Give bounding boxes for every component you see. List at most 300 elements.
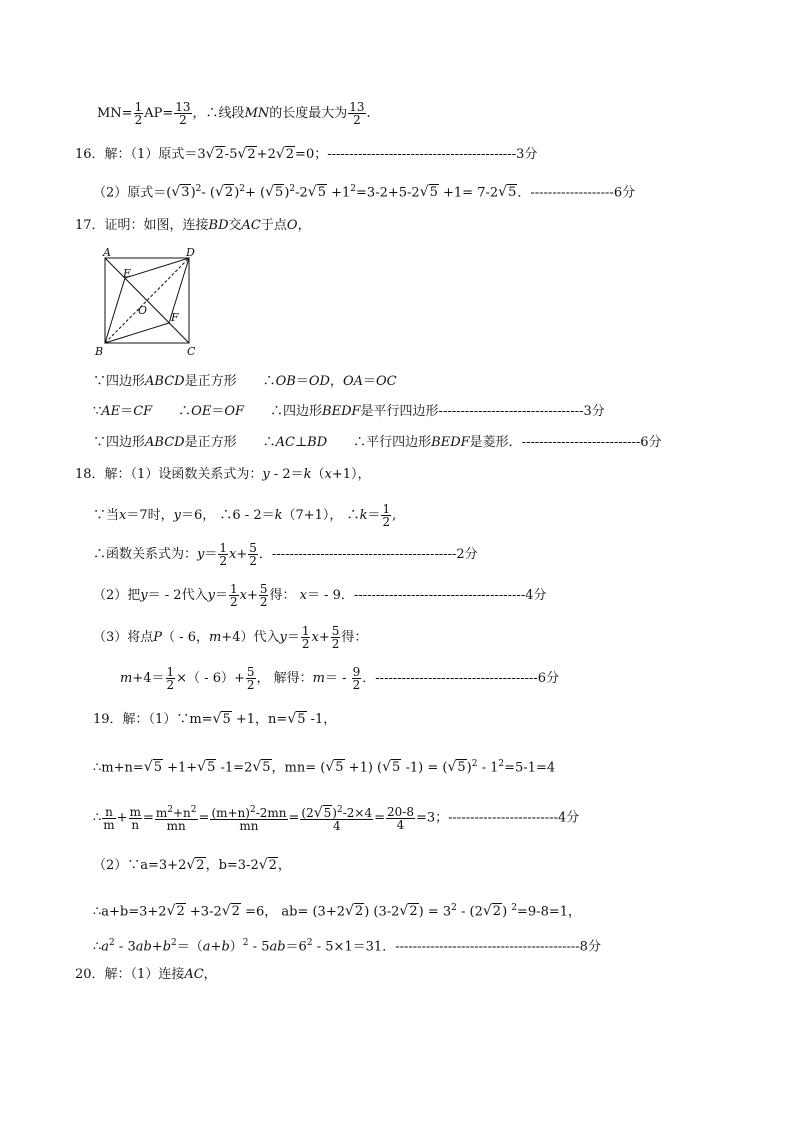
- line-q18-part1: [75, 466, 371, 484]
- text: +1: [327, 185, 351, 201]
- numerator: 13: [175, 100, 191, 114]
- text: y: [173, 508, 181, 523]
- text: +n: [173, 806, 191, 820]
- text: 是正方形 ∴: [184, 374, 276, 389]
- text: BEDF: [322, 404, 361, 419]
- denominator: 2: [331, 637, 340, 651]
- text: ＝: [211, 404, 225, 419]
- fraction: [381, 503, 391, 528]
- radicand: 5: [508, 185, 517, 201]
- radicand: 2: [492, 904, 502, 920]
- text: 18．解：（1）设函数关系式为：: [75, 467, 263, 482]
- line-q19-part2-result: [93, 934, 601, 956]
- text: ∵当: [93, 508, 120, 523]
- text: ∴m+n=: [93, 760, 144, 776]
- text: y: [197, 547, 205, 562]
- sqrt: √2: [399, 903, 418, 920]
- text: x: [299, 588, 307, 603]
- square-diagram: [94, 246, 204, 360]
- text: ∴平行四边形: [327, 435, 432, 450]
- sqrt: √2: [345, 903, 364, 920]
- fraction: [300, 804, 373, 832]
- text: ，b=3-2: [205, 858, 259, 873]
- text: y: [279, 630, 287, 645]
- text: ): [502, 904, 512, 920]
- text: ＝: [362, 374, 376, 389]
- text: ∵四边形: [93, 435, 146, 450]
- text: MN=: [97, 106, 133, 121]
- text: +1，n=: [231, 712, 288, 727]
- text: 16．解：（1）原式＝3: [75, 147, 206, 162]
- radicand: 5: [153, 760, 162, 776]
- text: ): [332, 806, 337, 820]
- radicand: 2: [285, 147, 295, 162]
- exponent: 2: [167, 805, 173, 815]
- numerator: 1: [301, 624, 310, 638]
- text: a: [101, 939, 110, 955]
- sqrt: √2: [214, 184, 234, 201]
- fraction: [102, 806, 115, 831]
- text: x: [311, 630, 319, 645]
- radicand: 5: [297, 712, 306, 727]
- text: ab: [135, 939, 152, 955]
- numerator: 1: [382, 502, 391, 516]
- radicand: 5: [335, 760, 344, 776]
- text: - 1: [477, 760, 499, 776]
- denominator: mn: [166, 819, 186, 833]
- text: ⊥: [294, 435, 308, 450]
- text: 是平行四边形---------------------------------3分: [360, 404, 605, 419]
- text: =: [142, 810, 154, 826]
- exponent: 2: [471, 759, 478, 769]
- text: +: [246, 588, 258, 603]
- numerator: 1: [134, 100, 143, 114]
- text: + (: [245, 185, 266, 201]
- text: ＝: [295, 374, 309, 389]
- numerator: 1: [166, 665, 175, 679]
- text: x: [324, 467, 332, 482]
- text: ∵四边形: [93, 374, 146, 389]
- text: +1+: [162, 760, 198, 776]
- radicand: 3: [181, 185, 190, 201]
- exponent: 2: [249, 805, 256, 815]
- numerator: 20-8: [387, 804, 414, 819]
- fraction: [134, 101, 144, 126]
- exponent: 2: [306, 938, 313, 948]
- denominator: 2: [229, 595, 238, 609]
- fraction: [166, 666, 176, 691]
- text: 于点: [260, 218, 287, 233]
- text: - 5×1＝31．------------------------------------------8分: [312, 939, 601, 955]
- text: ) (3-2: [364, 904, 400, 920]
- text: 得：: [269, 588, 300, 603]
- text: =0；-------------------------------------------3分: [295, 147, 538, 162]
- text: 19．解：（1）∵m=: [93, 712, 213, 727]
- numerator: [300, 804, 373, 820]
- text: BD: [307, 435, 328, 450]
- numerator: 5: [331, 624, 340, 638]
- line-q17-step3: [93, 434, 662, 452]
- radicand: 5: [275, 185, 284, 201]
- sqrt: √2: [186, 857, 205, 873]
- text: x: [119, 508, 127, 523]
- line-q19-given: [93, 710, 336, 729]
- line-q17-step2: [93, 403, 605, 421]
- text: =5-1=4: [504, 760, 556, 776]
- text: +: [318, 630, 330, 645]
- text: ＝: [286, 630, 300, 645]
- sqrt: √5: [197, 759, 216, 776]
- text: OF: [224, 404, 245, 419]
- sqrt: √5: [447, 759, 466, 776]
- denominator: 2: [249, 554, 257, 568]
- text: x: [229, 547, 237, 562]
- sqrt: √5: [212, 711, 231, 727]
- text: 交: [228, 218, 242, 233]
- radicand: 2: [215, 147, 224, 162]
- sqrt: √2: [205, 146, 224, 162]
- denominator: 2: [246, 678, 255, 692]
- text: ．------------------------------------------2分: [258, 547, 478, 562]
- line-q18-part3: [93, 625, 367, 650]
- text: （2）原式＝: [93, 185, 167, 201]
- text: - (2: [456, 904, 483, 920]
- fraction: [348, 101, 365, 126]
- text: b: [221, 939, 230, 955]
- text: -1=2: [216, 760, 253, 776]
- numerator: 5: [249, 541, 257, 555]
- sqrt: √2: [482, 903, 502, 920]
- numerator: 5: [259, 582, 268, 596]
- denominator: 2: [352, 678, 361, 692]
- text: ，: [297, 218, 311, 233]
- text: ×（ - 6）+: [176, 671, 245, 686]
- text: (2: [301, 806, 314, 820]
- text: AE: [101, 404, 121, 419]
- text: ABCD: [145, 435, 185, 450]
- exponent: 2: [195, 184, 202, 194]
- exponent: 2: [336, 805, 343, 815]
- exponent: 2: [350, 184, 357, 194]
- exponent: 2: [451, 903, 457, 913]
- text: x: [239, 588, 247, 603]
- text: (m+n): [211, 806, 250, 820]
- text: OB: [275, 374, 296, 389]
- radicand: 2: [247, 147, 256, 162]
- text: ＝ -: [324, 671, 351, 686]
- text: k: [274, 508, 283, 523]
- line-mn-conclusion: [97, 101, 371, 126]
- text: ab: [269, 939, 286, 955]
- text: O: [286, 218, 298, 233]
- numerator: 1: [229, 582, 238, 596]
- line-q18-part2: [93, 583, 546, 608]
- denominator: 4: [396, 817, 405, 832]
- text: =9-8=1，: [517, 904, 582, 920]
- text: ＝: [204, 547, 218, 562]
- denominator: 2: [219, 554, 228, 568]
- label-o: O: [138, 304, 148, 317]
- text: （ - 6，: [162, 630, 209, 645]
- text: 的长度最大为: [269, 106, 348, 121]
- text: ) = 3: [418, 904, 452, 920]
- line-q19-part2-given: [93, 856, 291, 875]
- text: m: [312, 671, 325, 686]
- exponent: 2: [190, 805, 197, 815]
- text: OC: [376, 374, 397, 389]
- sqrt: √5: [419, 184, 438, 201]
- text: BEDF: [431, 435, 470, 450]
- numerator: [155, 804, 198, 820]
- radicand: 5: [262, 760, 271, 776]
- fraction: [129, 806, 142, 831]
- fraction: [331, 625, 341, 650]
- numerator: 5: [246, 665, 255, 679]
- text: -2: [295, 185, 308, 201]
- text: ，∴线段: [192, 106, 245, 121]
- text: ∴: [93, 939, 102, 955]
- text: ＝（: [176, 939, 203, 955]
- text: .: [366, 106, 371, 121]
- exponent: 2: [289, 184, 296, 194]
- line-q17-step1: [93, 373, 397, 391]
- sqrt: √5: [307, 184, 326, 201]
- text: ＝ - 2代入: [147, 588, 208, 603]
- text: ＝: [214, 588, 228, 603]
- sqrt: √5: [325, 759, 344, 776]
- fraction: [210, 804, 287, 832]
- label-c: C: [187, 345, 196, 358]
- text: 是正方形 ∴: [184, 435, 276, 450]
- fraction: [246, 666, 256, 691]
- text: （: [311, 467, 325, 482]
- radicand: 2: [224, 185, 234, 201]
- line-q20-intro: [75, 966, 217, 984]
- text: ＝: [120, 404, 134, 419]
- text: ∴a+b=3+2: [93, 904, 167, 920]
- text: （7+1）， ∴: [282, 508, 360, 523]
- text: BD: [208, 218, 229, 233]
- denominator: mn: [239, 819, 259, 833]
- line-q19-fraction-sum: [93, 804, 579, 832]
- sqrt: √2: [258, 857, 277, 873]
- radicand: 2: [231, 904, 240, 920]
- radicand: 2: [196, 858, 205, 873]
- text: y: [140, 588, 148, 603]
- radicand: 5: [457, 760, 466, 776]
- radicand: 2: [354, 904, 364, 920]
- fraction: [229, 583, 239, 608]
- text: AP=: [144, 106, 174, 121]
- text: =: [374, 810, 386, 826]
- fraction: [218, 542, 228, 567]
- denominator: 2: [382, 515, 391, 529]
- numerator: 1: [219, 541, 228, 555]
- text: 20．解：（1）连接: [75, 967, 185, 982]
- text: CF: [133, 404, 153, 419]
- text: ，: [203, 967, 217, 982]
- numerator: 9: [352, 665, 361, 679]
- text: m: [208, 630, 222, 645]
- denominator: 2: [301, 637, 310, 651]
- text: P: [153, 630, 163, 645]
- line-q18-solve-m: [120, 666, 559, 691]
- sqrt: √5: [313, 805, 332, 821]
- text: ABCD: [145, 374, 185, 389]
- text: 得：: [341, 630, 368, 645]
- text: ， 解得：: [256, 671, 313, 686]
- text: -2mn: [255, 806, 287, 820]
- text: AC: [184, 967, 204, 982]
- fraction: [301, 625, 311, 650]
- text: +: [236, 547, 248, 562]
- text: =: [198, 810, 210, 826]
- denominator: 4: [332, 819, 341, 833]
- sqrt: √2: [166, 903, 185, 920]
- text: ∴: [93, 810, 102, 826]
- denominator: 2: [166, 678, 175, 692]
- text: ）: [229, 939, 243, 955]
- text: a: [202, 939, 211, 955]
- text: （2）∵a=3+2: [93, 858, 187, 873]
- text: y: [207, 588, 215, 603]
- denominator: 2: [179, 113, 187, 127]
- text: =3-2+5-2: [356, 185, 420, 201]
- radicand: 2: [176, 904, 185, 920]
- text: -1，: [306, 712, 337, 727]
- text: +3-2: [185, 904, 222, 920]
- line-q18-solve-k: [93, 503, 396, 528]
- fraction: [259, 583, 269, 608]
- text: +1），: [331, 467, 371, 482]
- denominator: 2: [134, 113, 143, 127]
- line-q19-part2-sum-product: [93, 899, 581, 921]
- label-d: D: [186, 246, 195, 259]
- denominator: m: [103, 817, 115, 832]
- text: ∵: [93, 404, 102, 419]
- denominator: 2: [259, 595, 268, 609]
- sqrt: √2: [275, 146, 295, 162]
- text: -5: [224, 147, 238, 162]
- text: +2: [256, 147, 276, 162]
- line-q16-part2: [93, 180, 635, 202]
- exponent: 2: [109, 938, 115, 948]
- text: =6， ab= (3+2: [240, 904, 345, 920]
- text: OE: [191, 404, 212, 419]
- exponent: 2: [239, 184, 245, 194]
- text: y: [262, 467, 270, 482]
- denominator: n: [131, 817, 140, 832]
- sqrt: √5: [252, 759, 271, 776]
- text: AC: [275, 435, 295, 450]
- label-f: F: [171, 311, 179, 324]
- exponent: 2: [511, 903, 518, 913]
- line-q19-sum-product: [93, 755, 555, 777]
- text: +: [210, 939, 222, 955]
- sqrt: √2: [237, 146, 256, 162]
- text: +4）代入: [221, 630, 280, 645]
- text: -2×4: [342, 806, 373, 820]
- line-q16-part1: [75, 145, 537, 164]
- text: ): [284, 185, 290, 201]
- text: +: [116, 810, 128, 826]
- text: ＝7时，: [126, 508, 174, 523]
- text: ∴函数关系式为：: [93, 547, 198, 562]
- text: +1) (: [344, 760, 383, 776]
- exponent: 2: [242, 938, 249, 948]
- text: （2）把: [93, 588, 141, 603]
- text: 17．证明：如图，连接: [75, 218, 209, 233]
- text: k: [303, 467, 312, 482]
- label-a: A: [103, 246, 111, 259]
- text: -1) = (: [401, 760, 448, 776]
- line-q17-intro: [75, 217, 311, 235]
- radicand: 2: [409, 904, 418, 920]
- text: ∴四边形: [244, 404, 323, 419]
- radicand: 2: [268, 858, 277, 873]
- label-e: E: [123, 267, 132, 280]
- text: ＝: [367, 508, 381, 523]
- denominator: 2: [353, 113, 361, 127]
- text: - 5: [248, 939, 270, 955]
- text: ＝ - 9．---------------------------------------4分: [306, 588, 547, 603]
- text: （3）将点: [93, 630, 154, 645]
- text: ,: [392, 508, 397, 523]
- exponent: 2: [171, 938, 177, 948]
- text: =: [288, 810, 300, 826]
- text: m: [155, 806, 168, 820]
- fraction: [248, 542, 258, 567]
- fraction: [352, 666, 362, 691]
- text: ，: [329, 374, 343, 389]
- sqrt: √2: [221, 903, 240, 920]
- radicand: 5: [429, 185, 438, 201]
- text: - (: [201, 185, 215, 201]
- sqrt: √5: [143, 759, 162, 776]
- numerator: m: [129, 804, 141, 819]
- text: +1= 7-2: [438, 185, 499, 201]
- text: k: [359, 508, 368, 523]
- text: ，: [277, 858, 291, 873]
- label-b: B: [95, 345, 104, 358]
- radicand: 5: [323, 806, 332, 820]
- text: ＝6: [285, 939, 307, 955]
- sqrt: √5: [382, 759, 401, 776]
- numerator: n: [102, 806, 115, 819]
- text: ．-------------------6分: [517, 185, 636, 201]
- text: ): [190, 185, 196, 201]
- sqrt: √5: [265, 184, 284, 201]
- text: b: [162, 939, 172, 955]
- radicand: 5: [392, 760, 401, 776]
- numerator: 13: [349, 100, 365, 114]
- text: 是菱形．---------------------------6分: [469, 435, 662, 450]
- radicand: 5: [222, 712, 231, 727]
- text: (: [166, 185, 172, 201]
- text: +: [151, 939, 163, 955]
- radicand: 5: [317, 185, 326, 201]
- radicand: 5: [207, 760, 216, 776]
- text: m: [120, 671, 133, 686]
- text: ∴: [152, 404, 192, 419]
- fraction: [386, 806, 415, 831]
- text: OD: [308, 374, 330, 389]
- text: =3；-------------------------4分: [415, 810, 580, 826]
- text: +4＝: [132, 671, 165, 686]
- text: ): [466, 760, 472, 776]
- sqrt: √5: [287, 711, 306, 727]
- text: ＝6， ∴6 - 2＝: [181, 508, 275, 523]
